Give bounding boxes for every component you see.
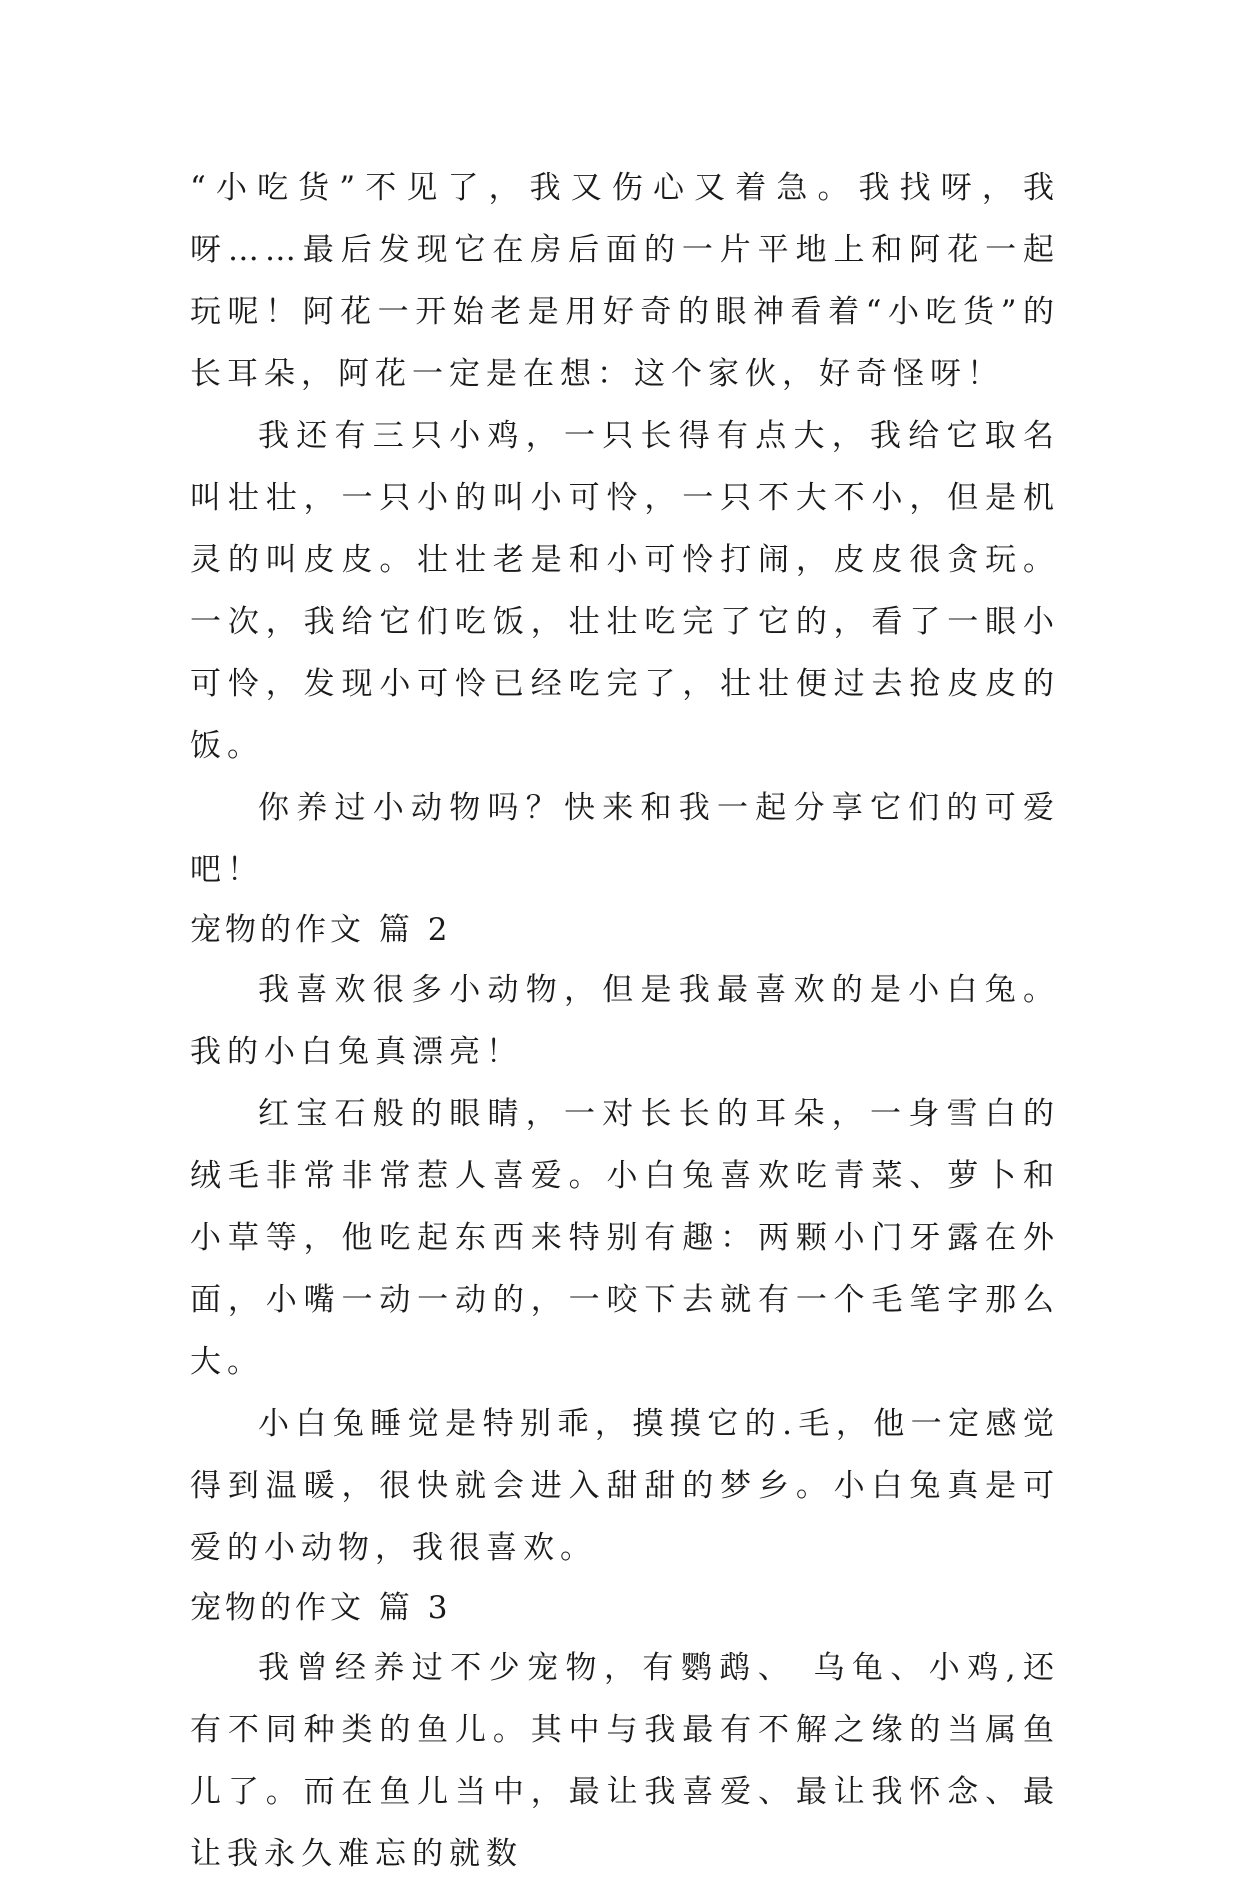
paragraph-many-pets: 我曾经养过不少宠物，有鹦鹉、 乌龟、小鸡,还有不同种类的鱼儿。其中与我最有不解之缘的当属鱼儿了。而在鱼儿当中，最让我喜爱、最让我怀念、最让我永久难忘的就数 xyxy=(190,1650,1060,1872)
section-heading-2: 宠物的作文 篇 2 xyxy=(190,912,452,948)
paragraph-three-chicks: 我还有三只小鸡，一只长得有点大，我给它取名叫壮壮，一只小的叫小可怜，一只不大不小，但是机灵的叫皮皮。壮壮老是和小可怜打闹，皮皮很贪玩。一次，我给它们吃饭，壮壮吃完了它的，看了一眼小可怜，发现小可怜已经吃完了，壮壮便过去抢皮皮的饭。 xyxy=(190,418,1060,764)
paragraph-share-pets: 你养过小动物吗？快来和我一起分享它们的可爱吧！ xyxy=(190,790,1060,888)
paragraph-lost-rabbit: “小吃货”不见了，我又伤心又着急。我找呀，我呀……最后发现它在房后面的一片平地上和阿花一起玩呢！阿花一开始老是用好奇的眼神看着“小吃货”的长耳朵，阿花一定是在想：这个家伙，好奇怪呀！ xyxy=(190,170,1060,392)
paragraph-white-rabbit-looks: 红宝石般的眼睛，一对长长的耳朵，一身雪白的绒毛非常非常惹人喜爱。小白兔喜欢吃青菜、萝卜和小草等，他吃起东西来特别有趣：两颗小门牙露在外面，小嘴一动一动的，一咬下去就有一个毛笔字那么大。 xyxy=(190,1096,1060,1380)
document-body xyxy=(190,157,1060,1885)
paragraph-white-rabbit-sleep: 小白兔睡觉是特别乖，摸摸它的.毛，他一定感觉得到温暖，很快就会进入甜甜的梦乡。小白兔真是可爱的小动物，我很喜欢。 xyxy=(190,1406,1060,1566)
section-heading-3: 宠物的作文 篇 3 xyxy=(190,1590,452,1626)
paragraph-white-rabbit-intro: 我喜欢很多小动物，但是我最喜欢的是小白兔。我的小白兔真漂亮！ xyxy=(190,972,1060,1070)
